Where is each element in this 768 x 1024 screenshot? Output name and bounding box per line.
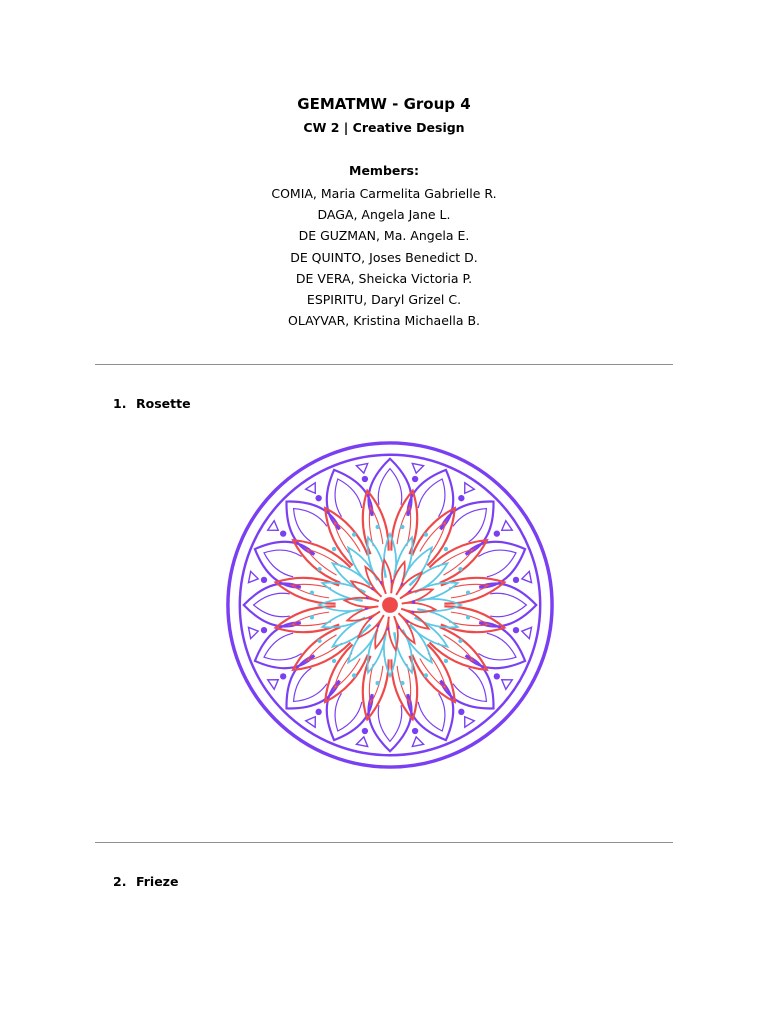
rosette-dot <box>362 728 368 734</box>
rosette-triangle <box>248 627 258 638</box>
document-subtitle: CW 2 | Creative Design <box>303 120 465 135</box>
document-header <box>0 94 768 331</box>
rosette-cyan-dot <box>317 639 321 643</box>
rosette-cyan-dot <box>424 532 428 536</box>
rosette-red-point <box>276 578 340 604</box>
rosette-cyan-petal <box>409 563 447 593</box>
rosette-dot <box>261 627 267 633</box>
divider <box>95 842 673 843</box>
section-label: Rosette <box>136 396 191 411</box>
rosette-outer-petal <box>244 584 301 627</box>
rosette-red-point <box>363 491 389 555</box>
rosette-outer-petal <box>440 502 493 555</box>
rosette-triangle <box>412 463 423 473</box>
rosette-red-point <box>391 491 417 555</box>
rosette-inner-petal <box>382 560 392 594</box>
rosette-cyan-petal <box>348 547 378 585</box>
rosette-triangle <box>522 627 532 638</box>
rosette-petal-vein <box>490 593 526 616</box>
rosette-petal-vein <box>254 593 290 616</box>
rosette-red-point <box>441 578 505 604</box>
rosette-petal-vein <box>294 509 327 542</box>
rosette-dot <box>315 495 321 501</box>
rosette-dot <box>412 728 418 734</box>
rosette-triangle <box>465 483 475 493</box>
rosette-outer-petal <box>479 584 536 627</box>
rosette-triangle <box>465 717 475 727</box>
rosette-dot <box>494 673 500 679</box>
rosette-inner-petal <box>375 615 389 648</box>
rosette-dot <box>458 495 464 501</box>
rosette-red-point <box>363 656 389 720</box>
rosette-red-point <box>391 656 417 720</box>
rosette-cyan-dot <box>400 681 404 685</box>
rosette-triangle <box>268 521 278 531</box>
rosette-cyan-dot <box>458 639 462 643</box>
rosette-dot <box>458 709 464 715</box>
rosette-triangle <box>306 483 316 493</box>
rosette-outer-petal <box>287 502 340 555</box>
rosette-inner-petal <box>400 589 433 603</box>
rosette-mandala-image <box>222 427 558 783</box>
rosette-triangle <box>356 463 367 473</box>
rosette-petal-vein <box>294 668 327 701</box>
member-name: OLAYVAR, Kristina Michaella B. <box>287 313 481 329</box>
rosette-dot <box>412 476 418 482</box>
rosette-outer-petal <box>369 459 412 516</box>
rosette-triangle <box>502 521 512 531</box>
rosette-inner-petal <box>388 616 398 650</box>
rosette-petal-vein <box>378 705 401 741</box>
rosette-cyan-dot <box>310 590 314 594</box>
rosette-petal-vein <box>378 469 401 505</box>
rosette-cyan-dot <box>400 525 404 529</box>
rosette-petal-vein <box>453 668 486 701</box>
members-heading: Members: <box>349 163 419 178</box>
rosette-dot <box>315 709 321 715</box>
rosette-cyan-dot <box>444 659 448 663</box>
rosette-petal-vein <box>453 509 486 542</box>
member-name: COMIA, Maria Carmelita Gabrielle R. <box>271 186 497 201</box>
section-number: 1. <box>113 396 127 411</box>
rosette-cyan-petal <box>348 624 378 662</box>
rosette-dot <box>261 577 267 583</box>
rosette-dot <box>494 530 500 536</box>
rosette-cyan-dot <box>332 547 336 551</box>
rosette-cyan-dot <box>352 673 356 677</box>
member-name: DE QUINTO, Joses Benedict D. <box>290 249 478 265</box>
rosette-center <box>382 597 398 613</box>
section-number: 2. <box>113 874 127 889</box>
rosette-triangle <box>268 680 278 690</box>
rosette-cyan-dot <box>466 590 470 594</box>
rosette-triangle <box>248 571 258 582</box>
rosette-inner-dot <box>412 600 416 604</box>
rosette-dot <box>513 627 519 633</box>
rosette-cyan-dot <box>375 525 379 529</box>
rosette-red-point <box>276 606 340 632</box>
rosette-triangle <box>412 737 423 747</box>
rosette-cyan-dot <box>352 532 356 536</box>
rosette-cyan-dot <box>466 615 470 619</box>
rosette-dot <box>513 577 519 583</box>
rosette-outer-petal <box>287 655 340 708</box>
member-name: ESPIRITU, Daryl Grizel C. <box>306 292 462 308</box>
rosette-cyan-petal <box>402 624 432 662</box>
rosette-inner-petal <box>391 562 405 595</box>
rosette-outer-petal <box>369 694 412 751</box>
rosette-inner-petal <box>347 606 380 620</box>
section-heading-frieze <box>113 874 178 890</box>
divider <box>95 364 673 365</box>
rosette-triangle <box>502 680 512 690</box>
rosette-red-point <box>441 606 505 632</box>
member-name: DAGA, Angela Jane L. <box>317 207 451 223</box>
rosette-cyan-dot <box>375 681 379 685</box>
rosette-cyan-dot <box>444 547 448 551</box>
rosette-outer-petal <box>440 655 493 708</box>
rosette-cyan-petal <box>402 547 432 585</box>
section-heading-rosette <box>113 396 191 412</box>
rosette-dot <box>280 530 286 536</box>
rosette-cyan-dot <box>332 659 336 663</box>
document-title: GEMATMW - Group 4 <box>297 95 471 113</box>
rosette-cyan-dot <box>317 567 321 571</box>
rosette-cyan-dot <box>310 615 314 619</box>
member-name: DE VERA, Sheicka Victoria P. <box>295 270 473 286</box>
member-name: DE GUZMAN, Ma. Angela E. <box>298 228 470 244</box>
rosette-cyan-petal <box>332 617 370 647</box>
member-list <box>0 183 768 331</box>
rosette-dot <box>362 476 368 482</box>
section-label: Frieze <box>136 874 179 889</box>
rosette-triangle <box>522 571 532 582</box>
rosette-dot <box>280 673 286 679</box>
rosette-triangle <box>306 717 316 727</box>
rosette-cyan-dot <box>424 673 428 677</box>
rosette-cyan-dot <box>458 567 462 571</box>
rosette-triangle <box>356 737 367 747</box>
